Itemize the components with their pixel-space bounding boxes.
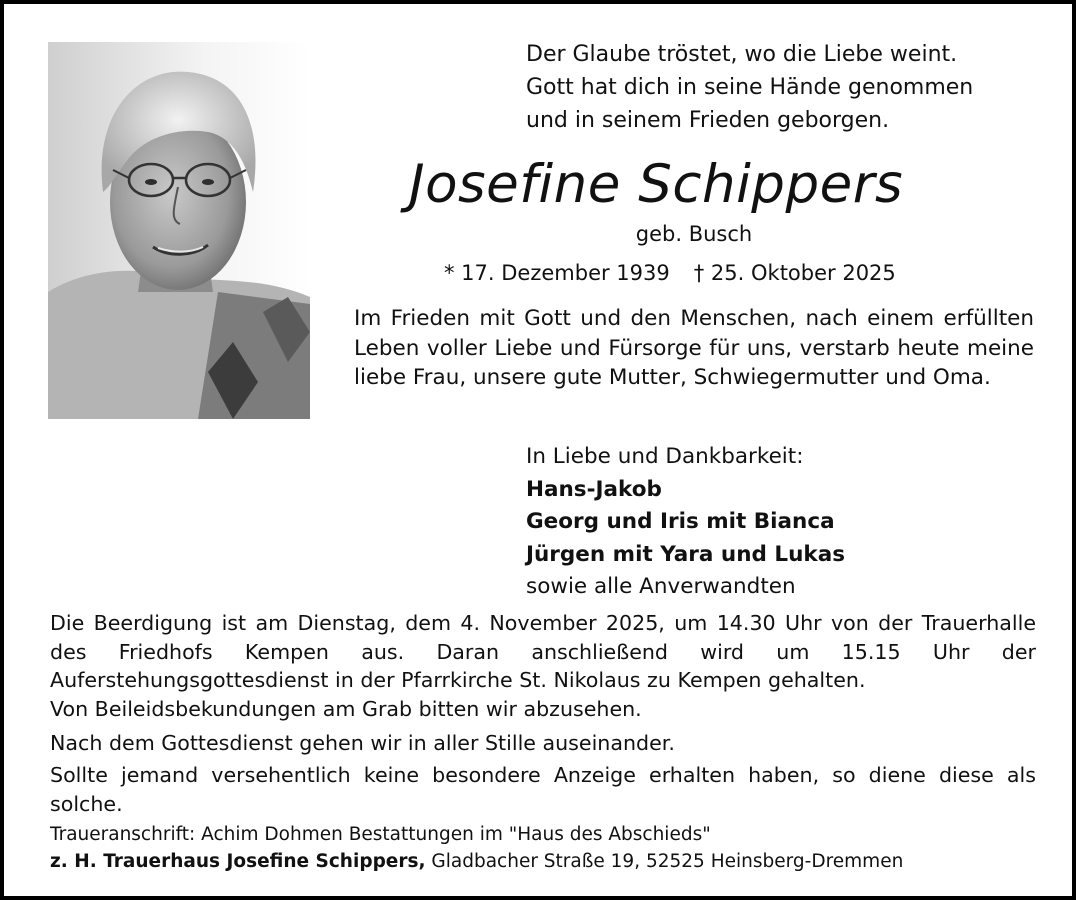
death-date: † 25. Oktober 2025: [693, 261, 896, 285]
family-member: Hans-Jakob: [526, 476, 662, 502]
verse: [526, 38, 973, 137]
birth-date: * 17. Dezember 1939: [444, 261, 670, 285]
maiden-name: geb. Busch: [635, 222, 753, 246]
after-service-note: Nach dem Gottesdienst gehen wir in aller Stille auseinander.: [50, 731, 675, 755]
family-member: Jürgen mit Yara und Lukas: [526, 541, 846, 567]
deceased-name: Josefine Schippers: [409, 154, 904, 215]
address-street: Gladbacher Straße 19, 52525 Heinsberg-Dremmen: [425, 851, 904, 872]
family-footer: sowie alle Anverwandten: [526, 574, 796, 599]
condolence-note: Von Beileidsbekundungen am Grab bitten wir abzusehen.: [50, 697, 642, 721]
verse-line: Gott hat dich in seine Hände genommen: [526, 75, 974, 100]
verse-line: Der Glaube tröstet, wo die Liebe weint.: [526, 42, 958, 67]
funeral-details: Die Beerdigung ist am Dienstag, dem 4. November 2025, um 14.30 Uhr von der Trauerhalle des Friedhofs Kempen aus. Daran anschließend wird um 15.15 Uhr der Auferstehungsgottesdienst in der Pfarrkirche St. Nikolaus zu Kempen gehalten.: [50, 611, 1036, 692]
intro-text: Im Frieden mit Gott und den Menschen, nach einem erfüllten Leben voller Liebe und Fürsorge für uns, verstarb heute meine liebe Frau, unsere gute Mutter, Schwiegermutter und Oma.: [354, 306, 1034, 390]
portrait-photo: [48, 42, 310, 419]
verse-line: und in seinem Frieden geborgen.: [526, 108, 890, 133]
family-member: Georg und Iris mit Bianca: [526, 509, 835, 534]
family-heading: In Liebe und Dankbarkeit:: [526, 444, 804, 469]
address-recipient: z. H. Trauerhaus Josefine Schippers,: [50, 851, 426, 872]
address-line-1: Traueranschrift: Achim Dohmen Bestattungen im "Haus des Abschieds": [50, 824, 711, 845]
life-dates: [444, 258, 896, 288]
address-line-2: [50, 849, 903, 875]
closing-note: Sollte jemand versehentlich keine besondere Anzeige erhalten haben, so diene diese als solche.: [50, 763, 1036, 816]
family-block: [526, 441, 845, 604]
